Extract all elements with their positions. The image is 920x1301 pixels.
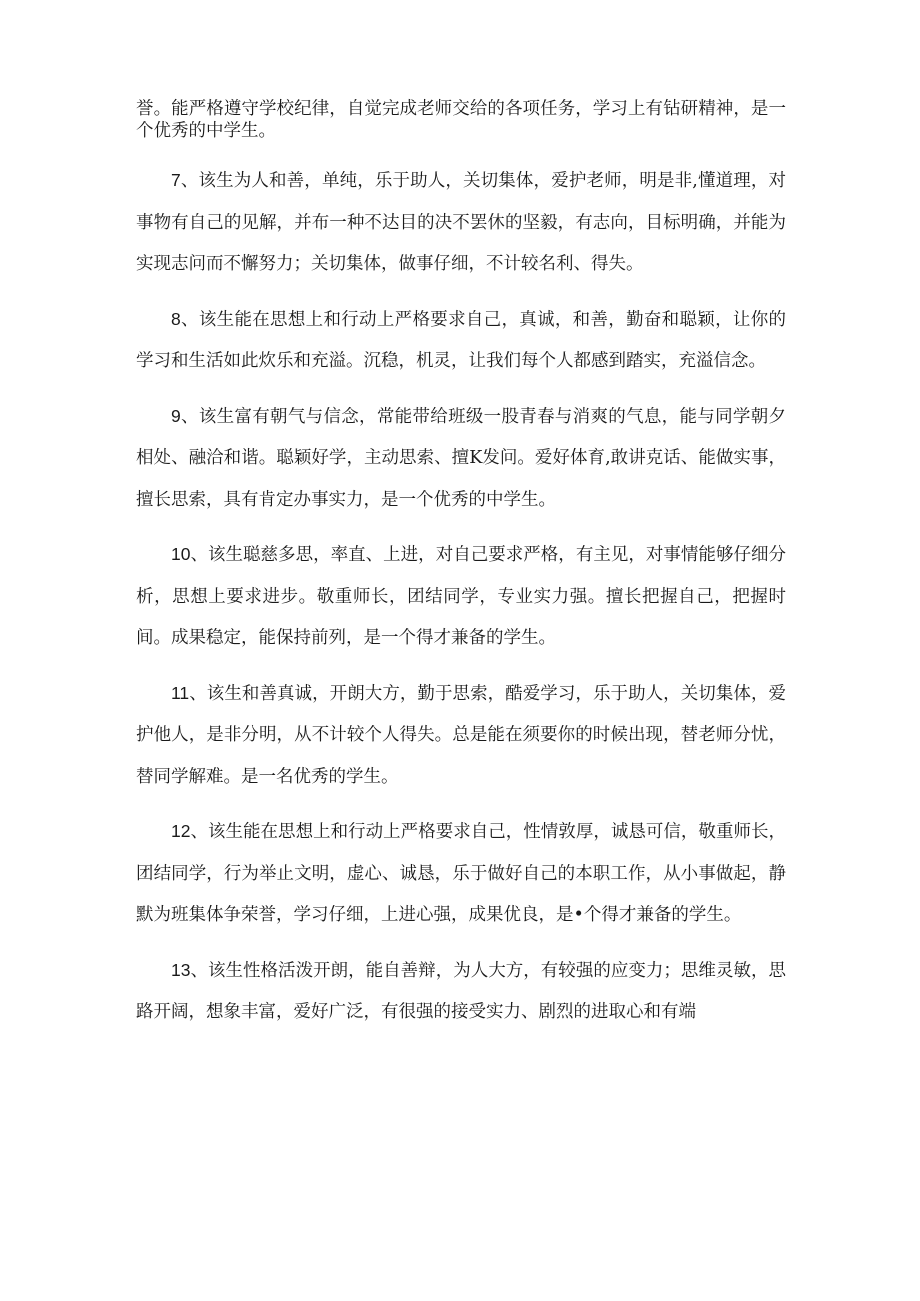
paragraph-11 — [136, 673, 786, 799]
paragraph-text: 、该生为人和善，单纯，乐于助人，关切集体，爱护老师，明是非,懂道理，对事物有自己的见解，并布一种不达目的决不罢休的坚毅，有志向，目标明确，并能为实现志问而不懈努力；关切集体，做事仔细，不计较名利、得失。 — [136, 171, 786, 274]
item-number: 9 — [171, 405, 181, 426]
paragraph-9 — [136, 396, 786, 522]
item-number: 8 — [171, 308, 181, 329]
item-number: 12 — [171, 821, 191, 841]
document-page — [136, 98, 786, 1047]
paragraph-13 — [136, 950, 786, 1034]
item-number: 13 — [171, 959, 191, 980]
paragraph-8 — [136, 299, 786, 383]
paragraph-text: 、该生能在思想上和行动上严格要求自己，性情敦厚，诚恳可信，敬重师长，团结同学，行为举止文明，虚心、诚恳，乐于做好自己的本职工作，从小事做起，静默为班集体争荣誉，学习仔细，上进心强，成果优良，是•个得才兼备的学生。 — [136, 822, 786, 925]
paragraph-text: 、该生富有朝气与信念，常能带给班级一股青春与消爽的气息，能与同学朝夕相处、融洽和谐。聪颖好学，主动思索、擅K发问。爱好体育,敢讲克话、能做实事，擅长思索，具有肯定办事实力，是一个优秀的中学生。 — [136, 406, 786, 510]
paragraph-7 — [136, 160, 786, 286]
lead-paragraph: 誉。能严格遵守学校纪律，自觉完成老师交给的各项任务，学习上有钻研精神，是一个优秀的中学生。 — [136, 99, 786, 141]
paragraph-12 — [136, 811, 786, 937]
paragraph-text: 、该生聪慈多思，率直、上进，对自己要求严格，有主见，对事情能够仔细分析，思想上要求进步。敬重师长，团结同学，专业实力强。擅长把握自己，把握时间。成果稳定，能保持前列，是一个得才兼备的学生。 — [136, 545, 786, 648]
item-number: 11 — [171, 682, 190, 703]
paragraph-10 — [136, 534, 786, 660]
paragraph-text: 、该生能在思想上和行动上严格要求自己，真诚，和善，勤奋和聪颖，让你的学习和生活如此炊乐和充溢。沉稳，机灵，让我们每个人都感到踏实，充溢信念。 — [136, 309, 786, 371]
paragraph-text: 、该生和善真诚，开朗大方，勤于思索，酷爱学习，乐于助人，关切集体，爱护他人，是非分明，从不计较个人得失。总是能在须要你的时候出现，替老师分忧，替同学解难。是一名优秀的学生。 — [136, 683, 786, 787]
item-number: 10 — [171, 544, 191, 564]
item-number: 7 — [171, 170, 181, 190]
paragraph-text: 、该生性格活泼开朗，能自善辩，为人大方，有较强的应变力；思维灵敏，思路开阔，想象丰富，爱好广泛，有很强的接受实力、剧烈的进取心和有端 — [136, 960, 786, 1022]
